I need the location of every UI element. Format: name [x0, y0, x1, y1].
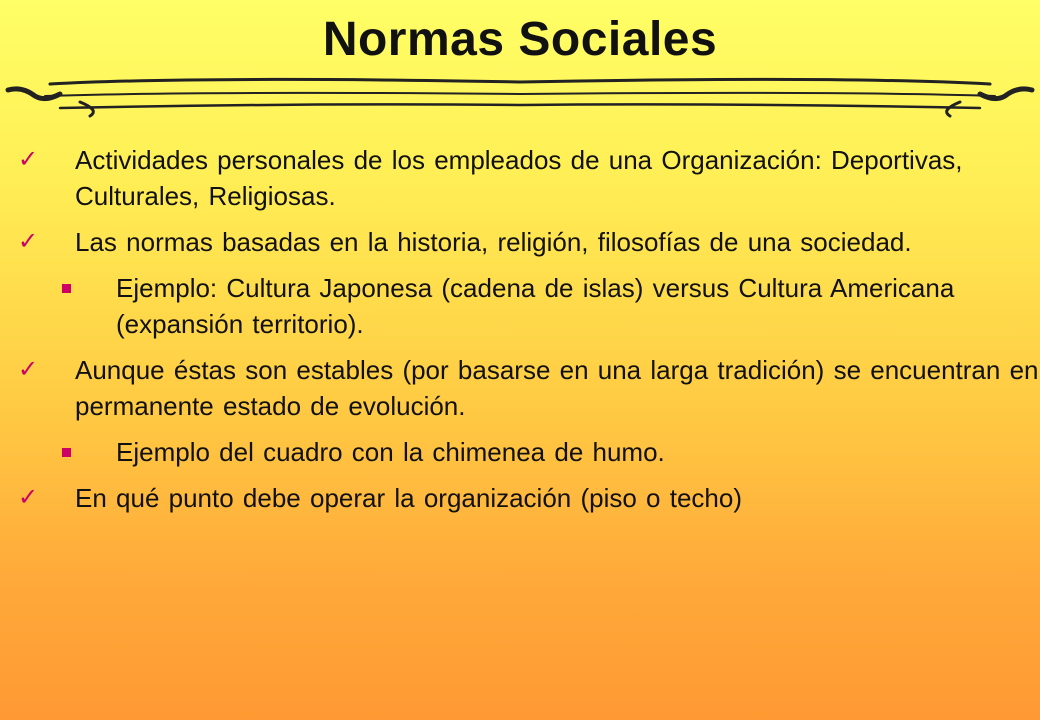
checkmark-icon: ✓: [18, 228, 39, 255]
bullet-item: [0, 352, 1040, 424]
sub-bullet-item: [0, 434, 1040, 470]
bullet-item: [0, 224, 1040, 260]
square-bullet-icon: [62, 284, 71, 293]
bullet-item: [0, 142, 1040, 214]
slide-title: Normas Sociales: [322, 13, 718, 66]
bullet-text: Ejemplo: Cultura Japonesa (cadena de islas) versus Cultura Americana (expansión territorio).: [116, 273, 955, 339]
ornamental-divider: [0, 72, 1040, 122]
bullet-list: [0, 142, 1040, 526]
sub-bullet-item: [0, 270, 1040, 342]
bullet-item: [0, 480, 1040, 516]
bullet-text: Las normas basadas en la historia, religión, filosofías de una sociedad.: [75, 227, 912, 257]
bullet-text: Actividades personales de los empleados de una Organización: Deportivas, Culturales, Religiosas.: [75, 145, 963, 211]
checkmark-icon: ✓: [18, 484, 39, 511]
bullet-text: Ejemplo del cuadro con la chimenea de humo.: [116, 437, 665, 467]
checkmark-icon: ✓: [18, 146, 39, 173]
square-bullet-icon: [62, 448, 71, 457]
bullet-text: Aunque éstas son estables (por basarse en una larga tradición) se encuentran en permanente estado de evolución.: [75, 355, 1039, 421]
bullet-text: En qué punto debe operar la organización (piso o techo): [75, 483, 742, 513]
checkmark-icon: ✓: [18, 356, 39, 383]
